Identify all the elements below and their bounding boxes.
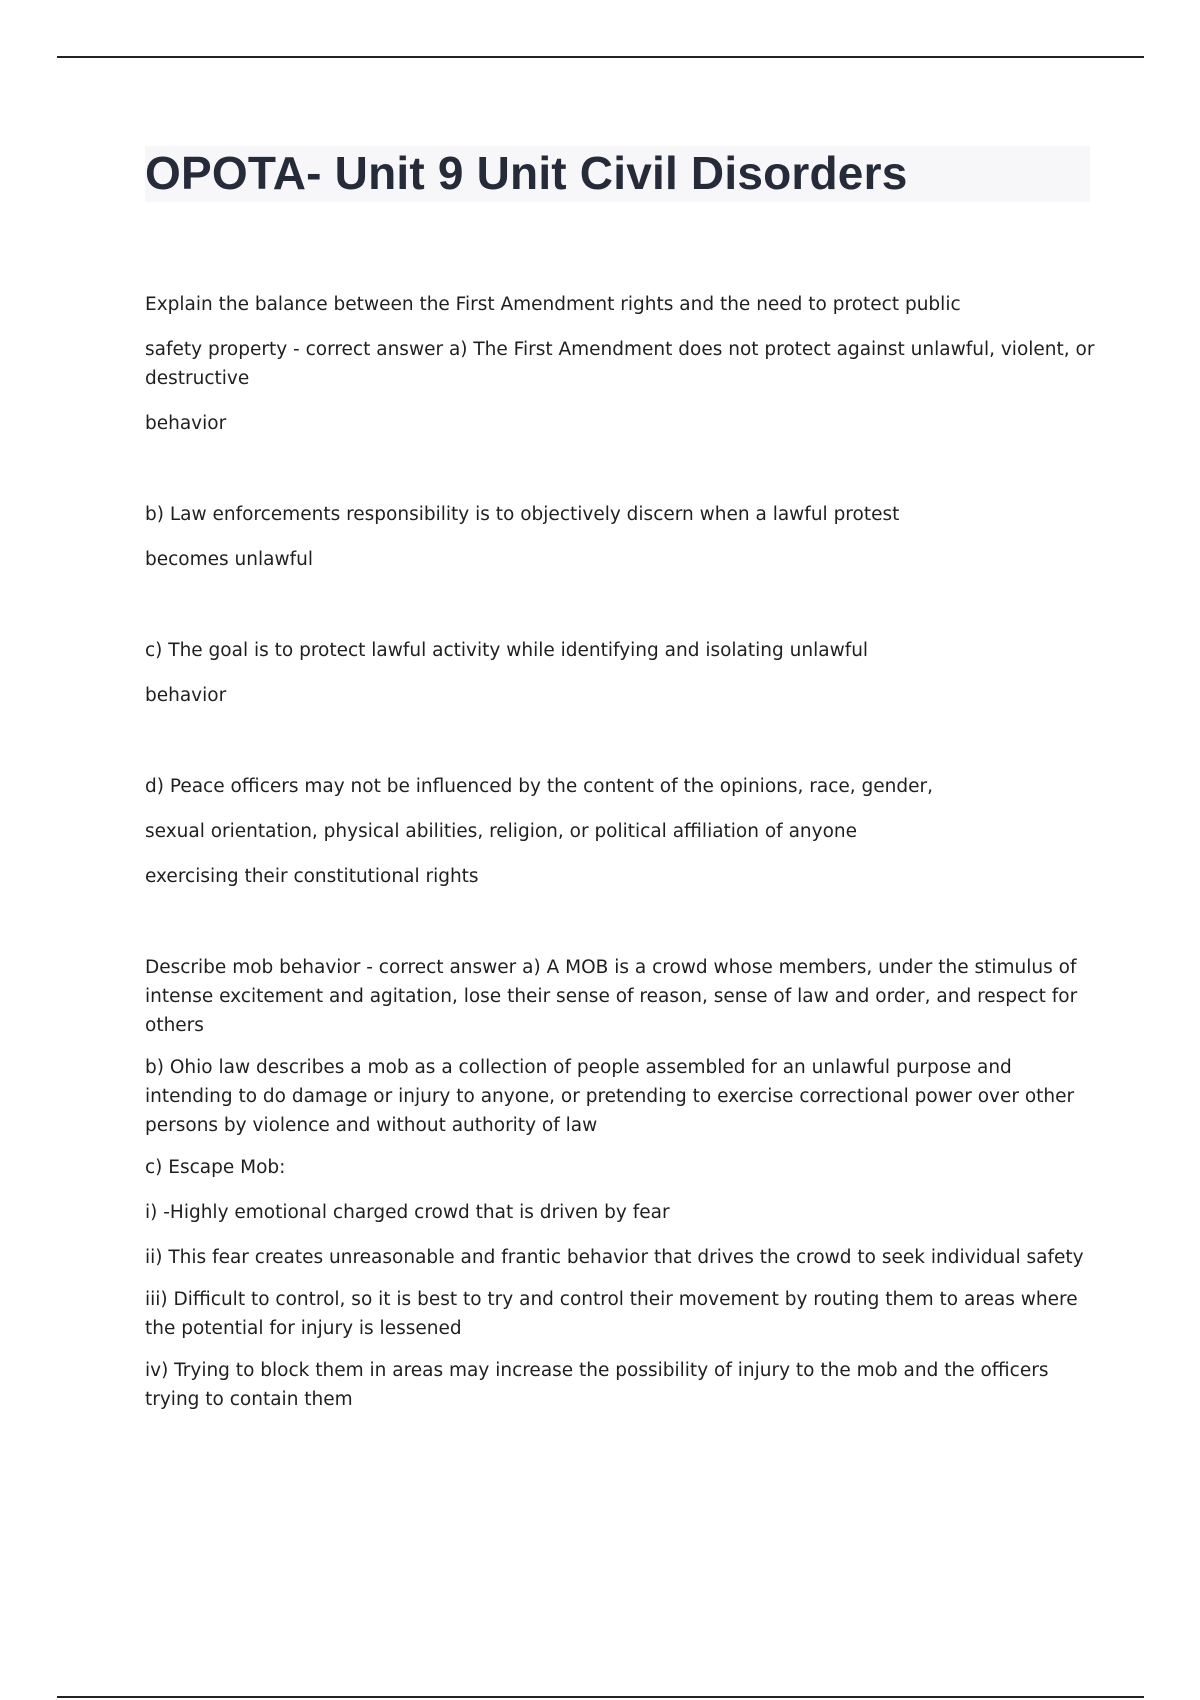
paragraph-line: sexual orientation, physical abilities, religion, or political affiliation of anyone [145, 821, 858, 842]
paragraph-line: c) Escape Mob: [145, 1157, 286, 1178]
paragraph-line: b) Ohio law describes a mob as a collection of people assembled for an unlawful purpose and intending to do damage or injury to anyone, or pretending to exercise correctional power over other persons by violence and without authority of law [145, 1057, 1075, 1136]
paragraph-line: Describe mob behavior - correct answer a) A MOB is a crowd whose members, under the stimulus of intense excitement and agitation, lose their sense of reason, sense of law and order, and respect for others [145, 957, 1078, 1036]
paragraph-line: c) The goal is to protect lawful activity while identifying and isolating unlawful [145, 640, 869, 661]
paragraph-line: behavior [145, 685, 227, 706]
bottom-rule [57, 1696, 1144, 1698]
paragraph-line: i) -Highly emotional charged crowd that is driven by fear [145, 1202, 670, 1223]
paragraph-line: iv) Trying to block them in areas may increase the possibility of injury to the mob and the officers trying to contain them [145, 1360, 1049, 1410]
paragraph-line: safety property - correct answer a) The First Amendment does not protect against unlawful, violent, or destructive [145, 339, 1095, 389]
paragraph-line: ii) This fear creates unreasonable and frantic behavior that drives the crowd to seek individual safety [145, 1247, 1084, 1268]
top-rule [57, 56, 1144, 58]
document-body [145, 290, 1095, 1414]
paragraph-line: becomes unlawful [145, 549, 313, 570]
paragraph-line: Explain the balance between the First Amendment rights and the need to protect public [145, 294, 961, 315]
page-title: OPOTA- Unit 9 Unit Civil Disorders [145, 147, 908, 199]
paragraph-line: exercising their constitutional rights [145, 866, 479, 887]
paragraph-line: d) Peace officers may not be influenced by the content of the opinions, race, gender, [145, 776, 933, 797]
paragraph-line: behavior [145, 413, 227, 434]
paragraph-line: b) Law enforcements responsibility is to objectively discern when a lawful protest [145, 504, 900, 525]
paragraph-line: iii) Difficult to control, so it is best to try and control their movement by routing them to areas where the potential for injury is lessened [145, 1289, 1078, 1339]
